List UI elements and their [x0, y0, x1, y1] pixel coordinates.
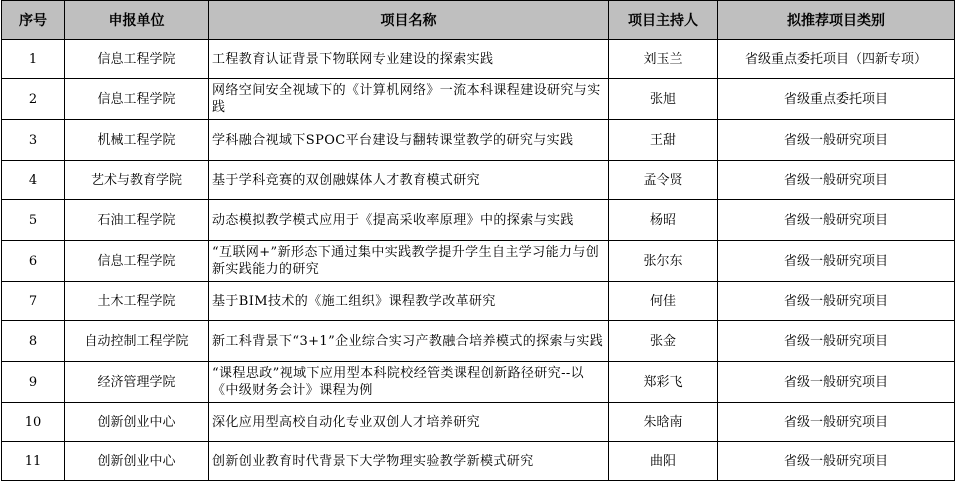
- table-row: [2, 120, 955, 161]
- unit-cell: 经济管理学院: [65, 362, 209, 403]
- host-cell: 郑彩飞: [609, 362, 718, 403]
- table-row: [2, 40, 955, 79]
- serial-cell: 10: [2, 403, 65, 442]
- category-cell: 省级一般研究项目: [718, 120, 955, 161]
- host-cell: 张旭: [609, 79, 718, 120]
- serial-cell: 11: [2, 442, 65, 481]
- serial-cell: 5: [2, 200, 65, 241]
- category-cell: 省级一般研究项目: [718, 442, 955, 481]
- category-cell: 省级重点委托项目（四新专项）: [718, 40, 955, 79]
- category-cell: 省级一般研究项目: [718, 362, 955, 403]
- serial-cell: 8: [2, 321, 65, 362]
- project-name-cell: 深化应用型高校自动化专业双创人才培养研究: [209, 403, 609, 442]
- host-cell: 何佳: [609, 282, 718, 321]
- header-row: [2, 1, 955, 40]
- host-cell: 张金: [609, 321, 718, 362]
- unit-cell: 艺术与教育学院: [65, 161, 209, 200]
- table-row: [2, 161, 955, 200]
- project-name-cell: 新工科背景下“3+1”企业综合实习产教融合培养模式的探索与实践: [209, 321, 609, 362]
- serial-cell: 3: [2, 120, 65, 161]
- project-name-cell: 动态模拟教学模式应用于《提高采收率原理》中的探索与实践: [209, 200, 609, 241]
- host-cell: 王甜: [609, 120, 718, 161]
- table-header: [2, 1, 955, 40]
- project-name-cell: 工程教育认证背景下物联网专业建设的探索实践: [209, 40, 609, 79]
- unit-cell: 信息工程学院: [65, 241, 209, 282]
- table-body: [2, 40, 955, 481]
- unit-cell: 土木工程学院: [65, 282, 209, 321]
- unit-cell: 创新创业中心: [65, 442, 209, 481]
- unit-cell: 机械工程学院: [65, 120, 209, 161]
- table-row: [2, 79, 955, 120]
- serial-cell: 9: [2, 362, 65, 403]
- project-name-cell: 基于BIM技术的《施工组织》课程教学改革研究: [209, 282, 609, 321]
- host-cell: 朱晗南: [609, 403, 718, 442]
- host-cell: 孟令贤: [609, 161, 718, 200]
- project-name-cell: “互联网+”新形态下通过集中实践教学提升学生自主学习能力与创新实践能力的研究: [209, 241, 609, 282]
- unit-cell: 创新创业中心: [65, 403, 209, 442]
- project-name-cell: 学科融合视域下SPOC平台建设与翻转课堂教学的研究与实践: [209, 120, 609, 161]
- category-cell: 省级一般研究项目: [718, 161, 955, 200]
- unit-cell: 信息工程学院: [65, 79, 209, 120]
- serial-cell: 1: [2, 40, 65, 79]
- header-host: 项目主持人: [609, 1, 718, 40]
- project-table: [1, 0, 955, 481]
- header-serial: 序号: [2, 1, 65, 40]
- category-cell: 省级一般研究项目: [718, 241, 955, 282]
- category-cell: 省级一般研究项目: [718, 403, 955, 442]
- header-category: 拟推荐项目类别: [718, 1, 955, 40]
- category-cell: 省级一般研究项目: [718, 200, 955, 241]
- table-row: [2, 282, 955, 321]
- host-cell: 杨昭: [609, 200, 718, 241]
- host-cell: 张尔东: [609, 241, 718, 282]
- category-cell: 省级重点委托项目: [718, 79, 955, 120]
- host-cell: 曲阳: [609, 442, 718, 481]
- serial-cell: 6: [2, 241, 65, 282]
- table-row: [2, 362, 955, 403]
- table-row: [2, 321, 955, 362]
- table-row: [2, 200, 955, 241]
- category-cell: 省级一般研究项目: [718, 282, 955, 321]
- table-row: [2, 442, 955, 481]
- serial-cell: 4: [2, 161, 65, 200]
- table-row: [2, 241, 955, 282]
- project-name-cell: 创新创业教育时代背景下大学物理实验教学新模式研究: [209, 442, 609, 481]
- serial-cell: 7: [2, 282, 65, 321]
- table-row: [2, 403, 955, 442]
- host-cell: 刘玉兰: [609, 40, 718, 79]
- header-unit: 申报单位: [65, 1, 209, 40]
- serial-cell: 2: [2, 79, 65, 120]
- project-name-cell: “课程思政”视域下应用型本科院校经管类课程创新路径研究--以《中级财务会计》课程为例: [209, 362, 609, 403]
- unit-cell: 石油工程学院: [65, 200, 209, 241]
- project-name-cell: 网络空间安全视域下的《计算机网络》一流本科课程建设研究与实践: [209, 79, 609, 120]
- project-name-cell: 基于学科竞赛的双创融媒体人才教育模式研究: [209, 161, 609, 200]
- unit-cell: 自动控制工程学院: [65, 321, 209, 362]
- unit-cell: 信息工程学院: [65, 40, 209, 79]
- category-cell: 省级一般研究项目: [718, 321, 955, 362]
- header-project-name: 项目名称: [209, 1, 609, 40]
